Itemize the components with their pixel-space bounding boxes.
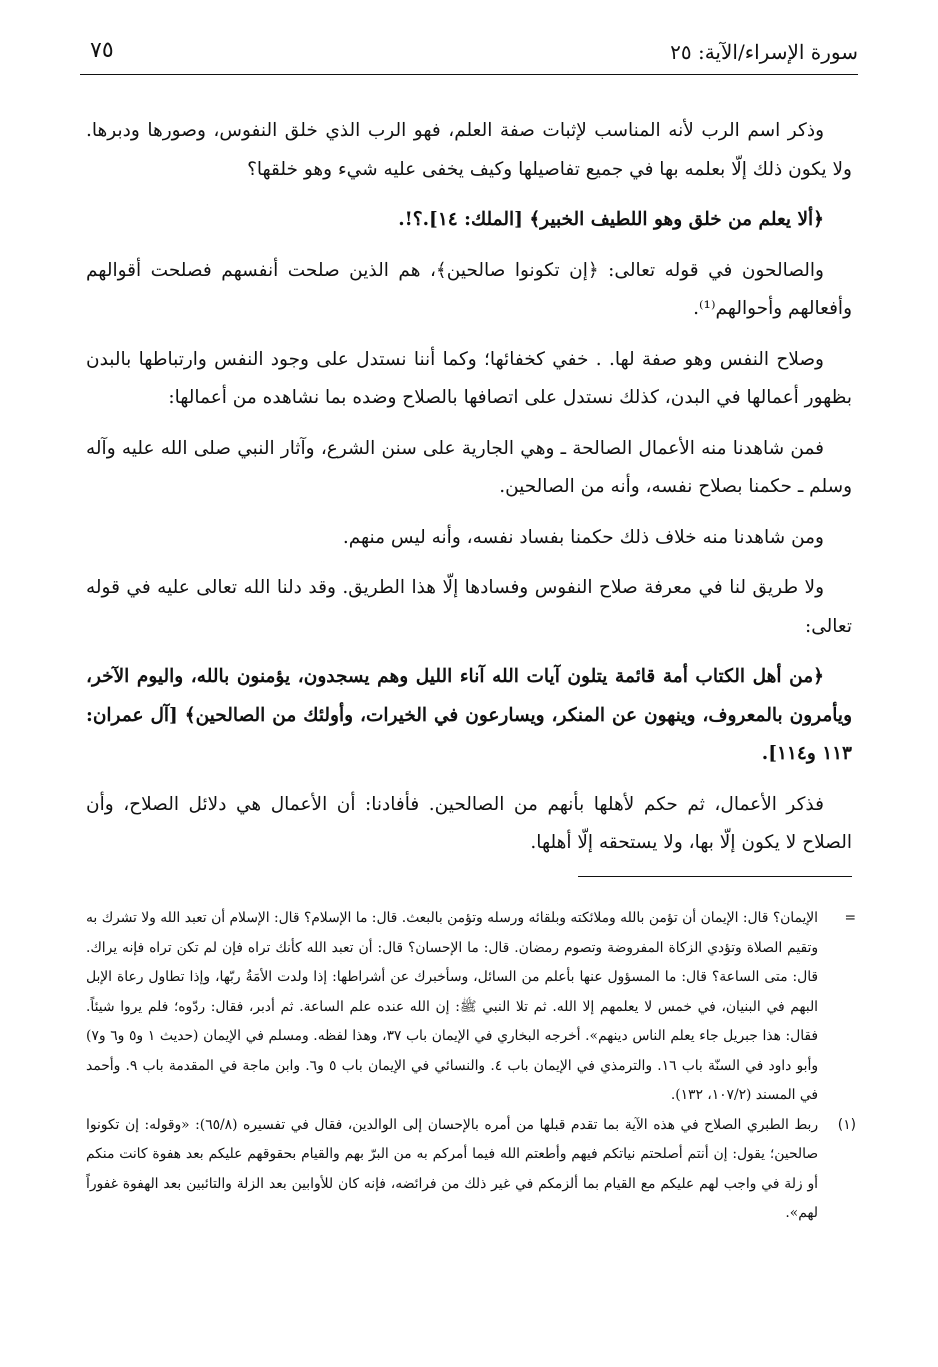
footnote-text: الإيمان؟ قال: الإيمان أن تؤمن بالله وملائكته وبلقائه ورسله وتؤمن بالبعث. قال: ما الإسلام؟ قال: الإسلام أن تعبد الله ولا تشرك به وتقيم الصلاة وتؤدي الزكاة المفروضة وتصوم رمضان. قال: ما الإحسان؟ قال: أن تعبد الله كأنك تراه فإن لم تكن تراه فإنه يراك. قال: متى الساعة؟ قال: ما المسؤول عنها بأعلم من السائل، وسأخبرك عن أشراطها: إذا ولدت الأمَةُ ربّها، وإذا تطاول رعاة الإبل البهم في البنيان، في خمس لا يعلمهم إلا الله. ثم تلا النبي ﷺ: إن الله عنده علم الساعة. ثم أدبر، فقال: ردّوه؛ فلم يروا شيئاً. فقال: هذا جبريل جاء يعلم الناس دينهم». أخرجه البخاري في الإيمان باب ٣٧، وهذا لفظه. ومسلم في الإيمان (حديث ١ و٥ و٦ و٧) وأبو داود في السنّة باب ١٦. والترمذي في الإيمان باب ٤. والنسائي في الإيمان باب ٥ و٦. وابن ماجة في المقدمة باب ٩. وأحمد في المسند (١٠٧/٢، ١٣٢). [86, 910, 818, 1103]
running-head: سورة الإسراء/الآية: ٢٥ [670, 40, 858, 64]
paragraph: والصالحون في قوله تعالى: ﴿إن تكونوا صالحين﴾، هم الذين صلحت أنفسهم فصلحت أقوالهم وأفعالهم وأحوالهم⁽¹⁾. [86, 259, 852, 319]
quran-quote: ﴿من أهل الكتاب أمة قائمة يتلون آيات الله آناء الليل وهم يسجدون، يؤمنون بالله، واليوم الآخر، ويأمرون بالمعروف، وينهون عن المنكر، ويسارعون في الخيرات، وأولئك من الصالحين﴾ [آل عمران: ١١٣ و١١٤]. [86, 666, 852, 764]
paragraph: وذكر اسم الرب لأنه المناسب لإثبات صفة العلم، فهو الرب الذي خلق النفوس، وصورها ودبرها. ولا يكون ذلك إلّا بعلمه بها في جميع تفاصيلها وكيف يخفى عليه شيء وهو خلقها؟ [86, 120, 852, 180]
footnotes [86, 904, 856, 1229]
page-number: ٧٥ [90, 38, 114, 63]
footnote-text: ربط الطبري الصلاح في هذه الآية بما تقدم قبلها من أمره بالإحسان إلى الوالدين، فقال في تفسيره (٦٥/٨): «وقوله: إن تكونوا صالحين؛ يقول: إن أنتم أصلحتم نياتكم فيهم وأطعتم الله فيما أمركم به من البرّ بهم والقيام بحقوقهم عليكم بعد هفوة كانت منكم أو زلة في واجب لهم عليكم مع القيام بما ألزمكم في غير ذلك من فرائضه، فإنه كان للأوابين بعد الزلة والتائبين بعد الهفوة غفوراً لهم». [86, 1116, 818, 1221]
page-header [80, 30, 858, 75]
footnote [86, 1111, 856, 1229]
paragraph: فمن شاهدنا منه الأعمال الصالحة ـ وهي الجارية على سنن الشرع، وآثار النبي صلى الله عليه وآله وسلم ـ حكمنا بصلاح نفسه، وأنه من الصالحين. [86, 437, 852, 497]
paragraph: ولا طريق لنا في معرفة صلاح النفوس وفسادها إلّا هذا الطريق. وقد دلنا الله تعالى عليه في قوله تعالى: [86, 577, 852, 637]
footnote [86, 904, 856, 1111]
paragraph: فذكر الأعمال، ثم حكم لأهلها بأنهم من الصالحين. فأفادنا: أن الأعمال هي دلائل الصلاح، وأن الصلاح لا يكون إلّا بها، ولا يستحقه إلّا أهلها. [86, 793, 852, 853]
footnote-marker: (١) [837, 1116, 856, 1133]
footnote-divider [578, 876, 852, 877]
main-text [86, 112, 852, 875]
paragraph: ومن شاهدنا منه خلاف ذلك حكمنا بفساد نفسه، وأنه ليس منهم. [342, 526, 824, 548]
quran-quote: ﴿ألا يعلم من خلق وهو اللطيف الخبير﴾ [الملك: ١٤].؟!. [398, 209, 824, 230]
footnote-marker: = [844, 910, 856, 926]
paragraph: وصلاح النفس وهو صفة لها. . خفي كخفائها؛ وكما أننا نستدل على وجود النفس وارتباطها بالبدن بظهور أعمالها في البدن، كذلك نستدل على اتصافها بالصلاح وضده بما نشاهده من أعمالها: [86, 348, 852, 408]
